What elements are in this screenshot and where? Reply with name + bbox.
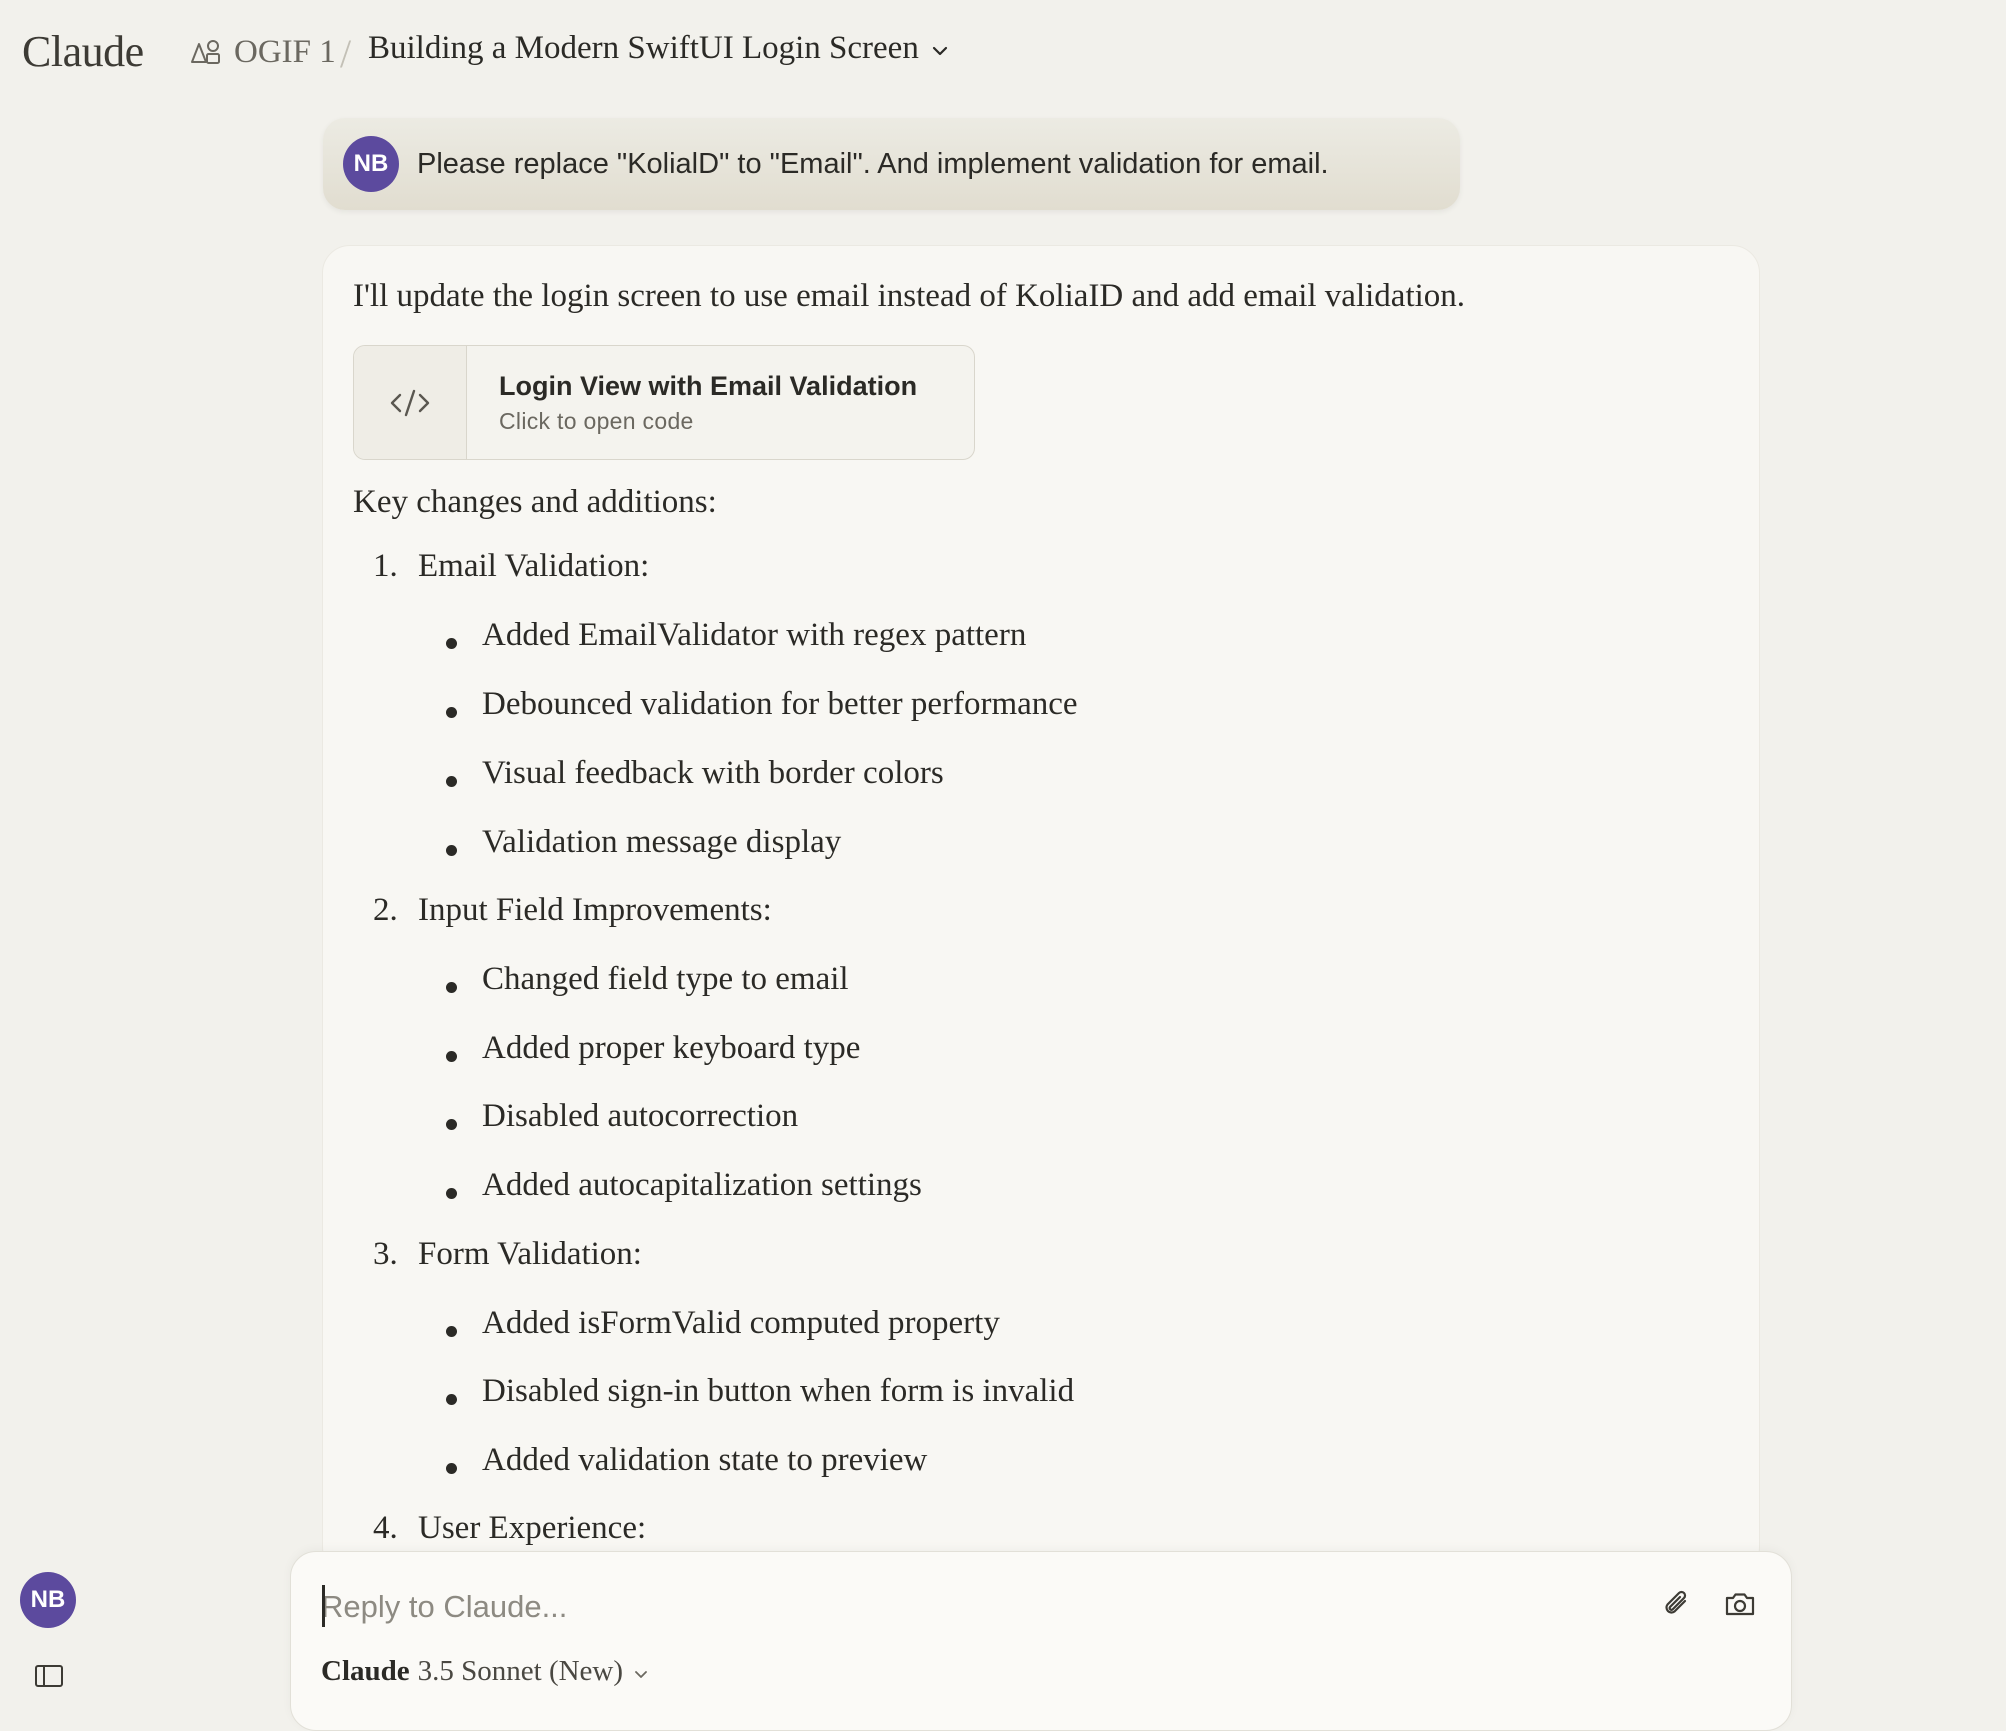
chevron-down-icon: [631, 1664, 651, 1684]
chat-title: Building a Modern SwiftUI Login Screen: [368, 30, 919, 66]
bullet-item: Added proper keyboard type: [482, 1030, 861, 1066]
bullet-dot: [446, 776, 457, 787]
claude-logo[interactable]: Claude: [22, 27, 144, 76]
user-message: [323, 118, 1460, 210]
section-title: User Experience:: [418, 1510, 647, 1546]
section-number: 4.: [373, 1510, 398, 1546]
bullet-item: Debounced validation for better performance: [482, 686, 1078, 722]
bullet-item: Validation message display: [482, 824, 842, 860]
account-avatar[interactable]: NB: [20, 1572, 76, 1628]
bullet-item: Disabled sign-in button when form is invalid: [482, 1373, 1075, 1409]
project-icon: [188, 34, 224, 70]
bullet-dot: [446, 707, 457, 718]
bullet-dot: [446, 1051, 457, 1062]
artifact-icon-box: [354, 346, 467, 459]
paperclip-icon: [1659, 1586, 1695, 1622]
bullet-dot: [446, 1463, 457, 1474]
breadcrumb-separator: /: [340, 31, 352, 76]
model-name: Claude: [321, 1655, 410, 1687]
artifact-subtitle: Click to open code: [499, 407, 694, 434]
artifact-text: [467, 346, 917, 459]
reply-input[interactable]: [321, 1582, 1621, 1632]
camera-icon: [1722, 1586, 1758, 1622]
section-title: Email Validation:: [418, 548, 650, 584]
bullet-item: Visual feedback with border colors: [482, 755, 944, 791]
section-title: Form Validation:: [418, 1236, 642, 1272]
chat-title-dropdown[interactable]: [368, 30, 951, 67]
code-icon: [386, 379, 434, 427]
chevron-down-icon: [929, 40, 951, 62]
bullet-dot: [446, 1119, 457, 1130]
assistant-intro: I'll update the login screen to use email instead of KoliaID and add email validation.: [353, 278, 1466, 314]
model-selector[interactable]: [321, 1655, 651, 1688]
bullet-dot: [446, 1394, 457, 1405]
bullet-item: Added isFormValid computed property: [482, 1305, 1000, 1341]
bullet-item: Added autocapitalization settings: [482, 1167, 922, 1203]
project-name: OGIF 1: [234, 33, 336, 70]
bullet-item: Disabled autocorrection: [482, 1098, 799, 1134]
attach-button[interactable]: [1655, 1582, 1699, 1626]
header: [0, 0, 2006, 104]
bullet-dot: [446, 638, 457, 649]
screenshot-button[interactable]: [1718, 1582, 1762, 1626]
bullet-item: Added EmailValidator with regex pattern: [482, 617, 1027, 653]
section-number: 2.: [373, 892, 398, 928]
bullet-dot: [446, 982, 457, 993]
composer: [290, 1551, 1792, 1731]
bullet-dot: [446, 1188, 457, 1199]
project-link[interactable]: [188, 30, 336, 74]
bullet-dot: [446, 845, 457, 856]
artifact-title: Login View with Email Validation: [499, 370, 918, 401]
sidebar-toggle-button[interactable]: [33, 1662, 65, 1690]
section-title: Input Field Improvements:: [418, 892, 772, 928]
key-changes-heading: Key changes and additions:: [353, 484, 717, 520]
model-version: 3.5 Sonnet (New): [417, 1655, 624, 1687]
bullet-item: Added validation state to preview: [482, 1442, 928, 1478]
user-message-text: Please replace "KolialD" to "Email". And implement validation for email.: [417, 147, 1329, 180]
section-number: 3.: [373, 1236, 398, 1272]
bullet-item: Changed field type to email: [482, 961, 849, 997]
section-number: 1.: [373, 548, 398, 584]
bullet-dot: [446, 1326, 457, 1337]
text-caret: [322, 1585, 325, 1627]
artifact-card[interactable]: [353, 345, 975, 460]
assistant-message: [322, 245, 1760, 1575]
user-avatar: NB: [343, 136, 399, 192]
sidebar-icon: [33, 1662, 65, 1690]
